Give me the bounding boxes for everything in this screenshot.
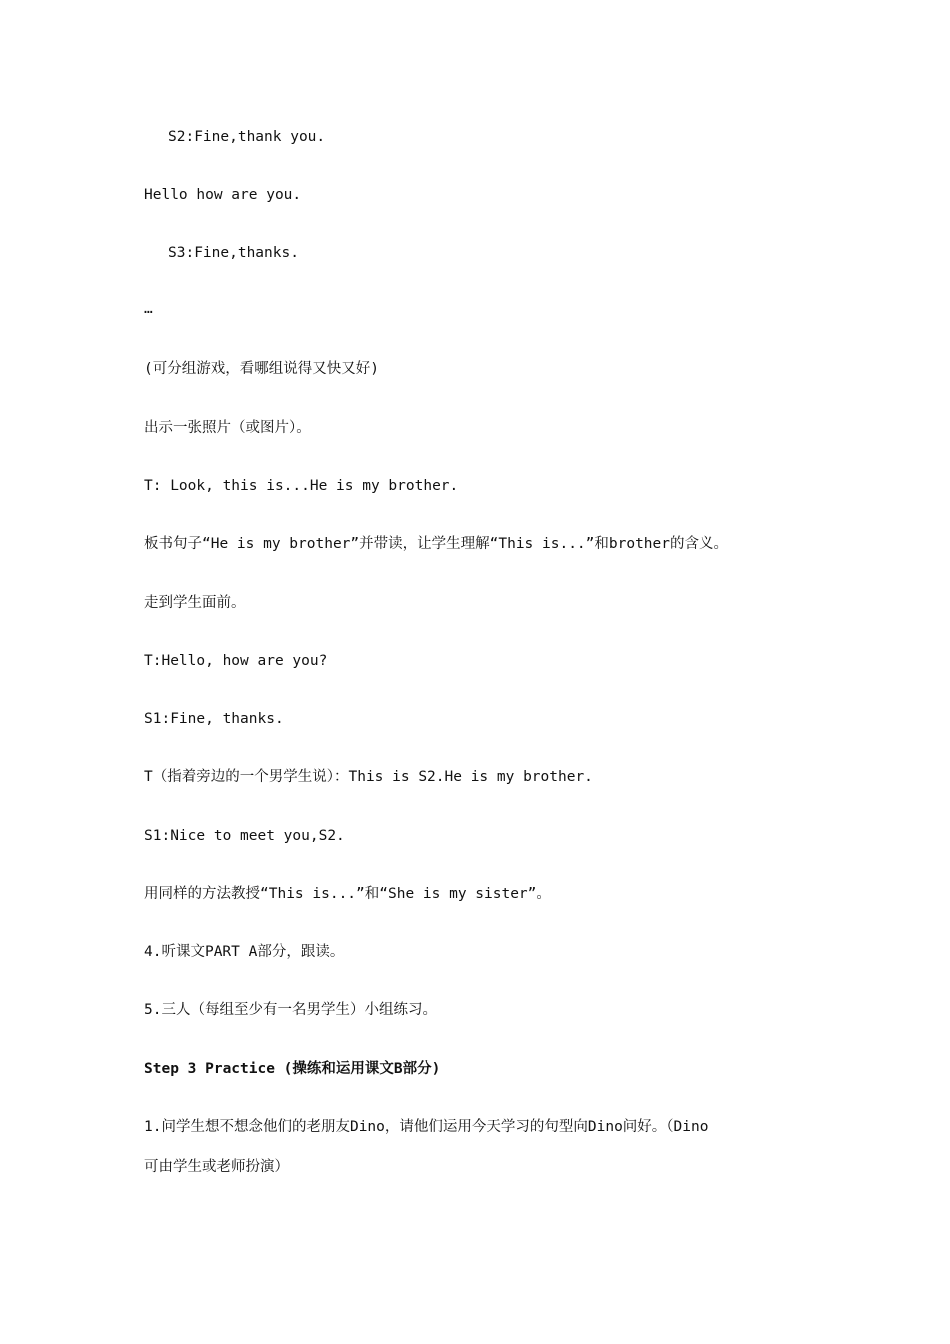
dialogue-line-s3: S3:Fine,thanks.: [168, 245, 299, 261]
student-line-nice: S1:Nice to meet you,S2.: [144, 828, 345, 844]
blackboard-instruction: 板书句子“He is my brother”并带读，让学生理解“This is...”和brother的含义。: [144, 536, 728, 552]
dino-instruction-line2: 可由学生或老师扮演）: [144, 1159, 289, 1175]
student-line-fine: S1:Fine, thanks.: [144, 711, 284, 727]
teacher-line-look: T: Look, this is...He is my brother.: [144, 478, 459, 494]
step3-heading: Step 3 Practice (操练和运用课文B部分): [144, 1061, 441, 1077]
sister-instruction: 用同样的方法教授“This is...”和“She is my sister”。: [144, 886, 551, 902]
listen-part-a-instruction: 4.听课文PART A部分，跟读。: [144, 944, 345, 960]
group-game-note: (可分组游戏，看哪组说得又快又好): [144, 361, 379, 377]
dialogue-line-s2: S2:Fine,thank you.: [168, 129, 326, 145]
dialogue-line-hello: Hello how are you.: [144, 187, 302, 203]
dino-instruction-line1: 1.问学生想不想念他们的老朋友Dino，请他们运用今天学习的句型向Dino问好。（Dino: [144, 1119, 709, 1135]
ellipsis-line: …: [144, 301, 153, 317]
teacher-line-hello: T:Hello, how are you?: [144, 653, 328, 669]
group-practice-instruction: 5.三人（每组至少有一名男学生）小组练习。: [144, 1002, 437, 1018]
teacher-line-brother: T（指着旁边的一个男学生说）：This is S2.He is my brother.: [144, 769, 593, 785]
show-photo-instruction: 出示一张照片（或图片）。: [144, 420, 311, 436]
walk-to-students-instruction: 走到学生面前。: [144, 595, 246, 611]
